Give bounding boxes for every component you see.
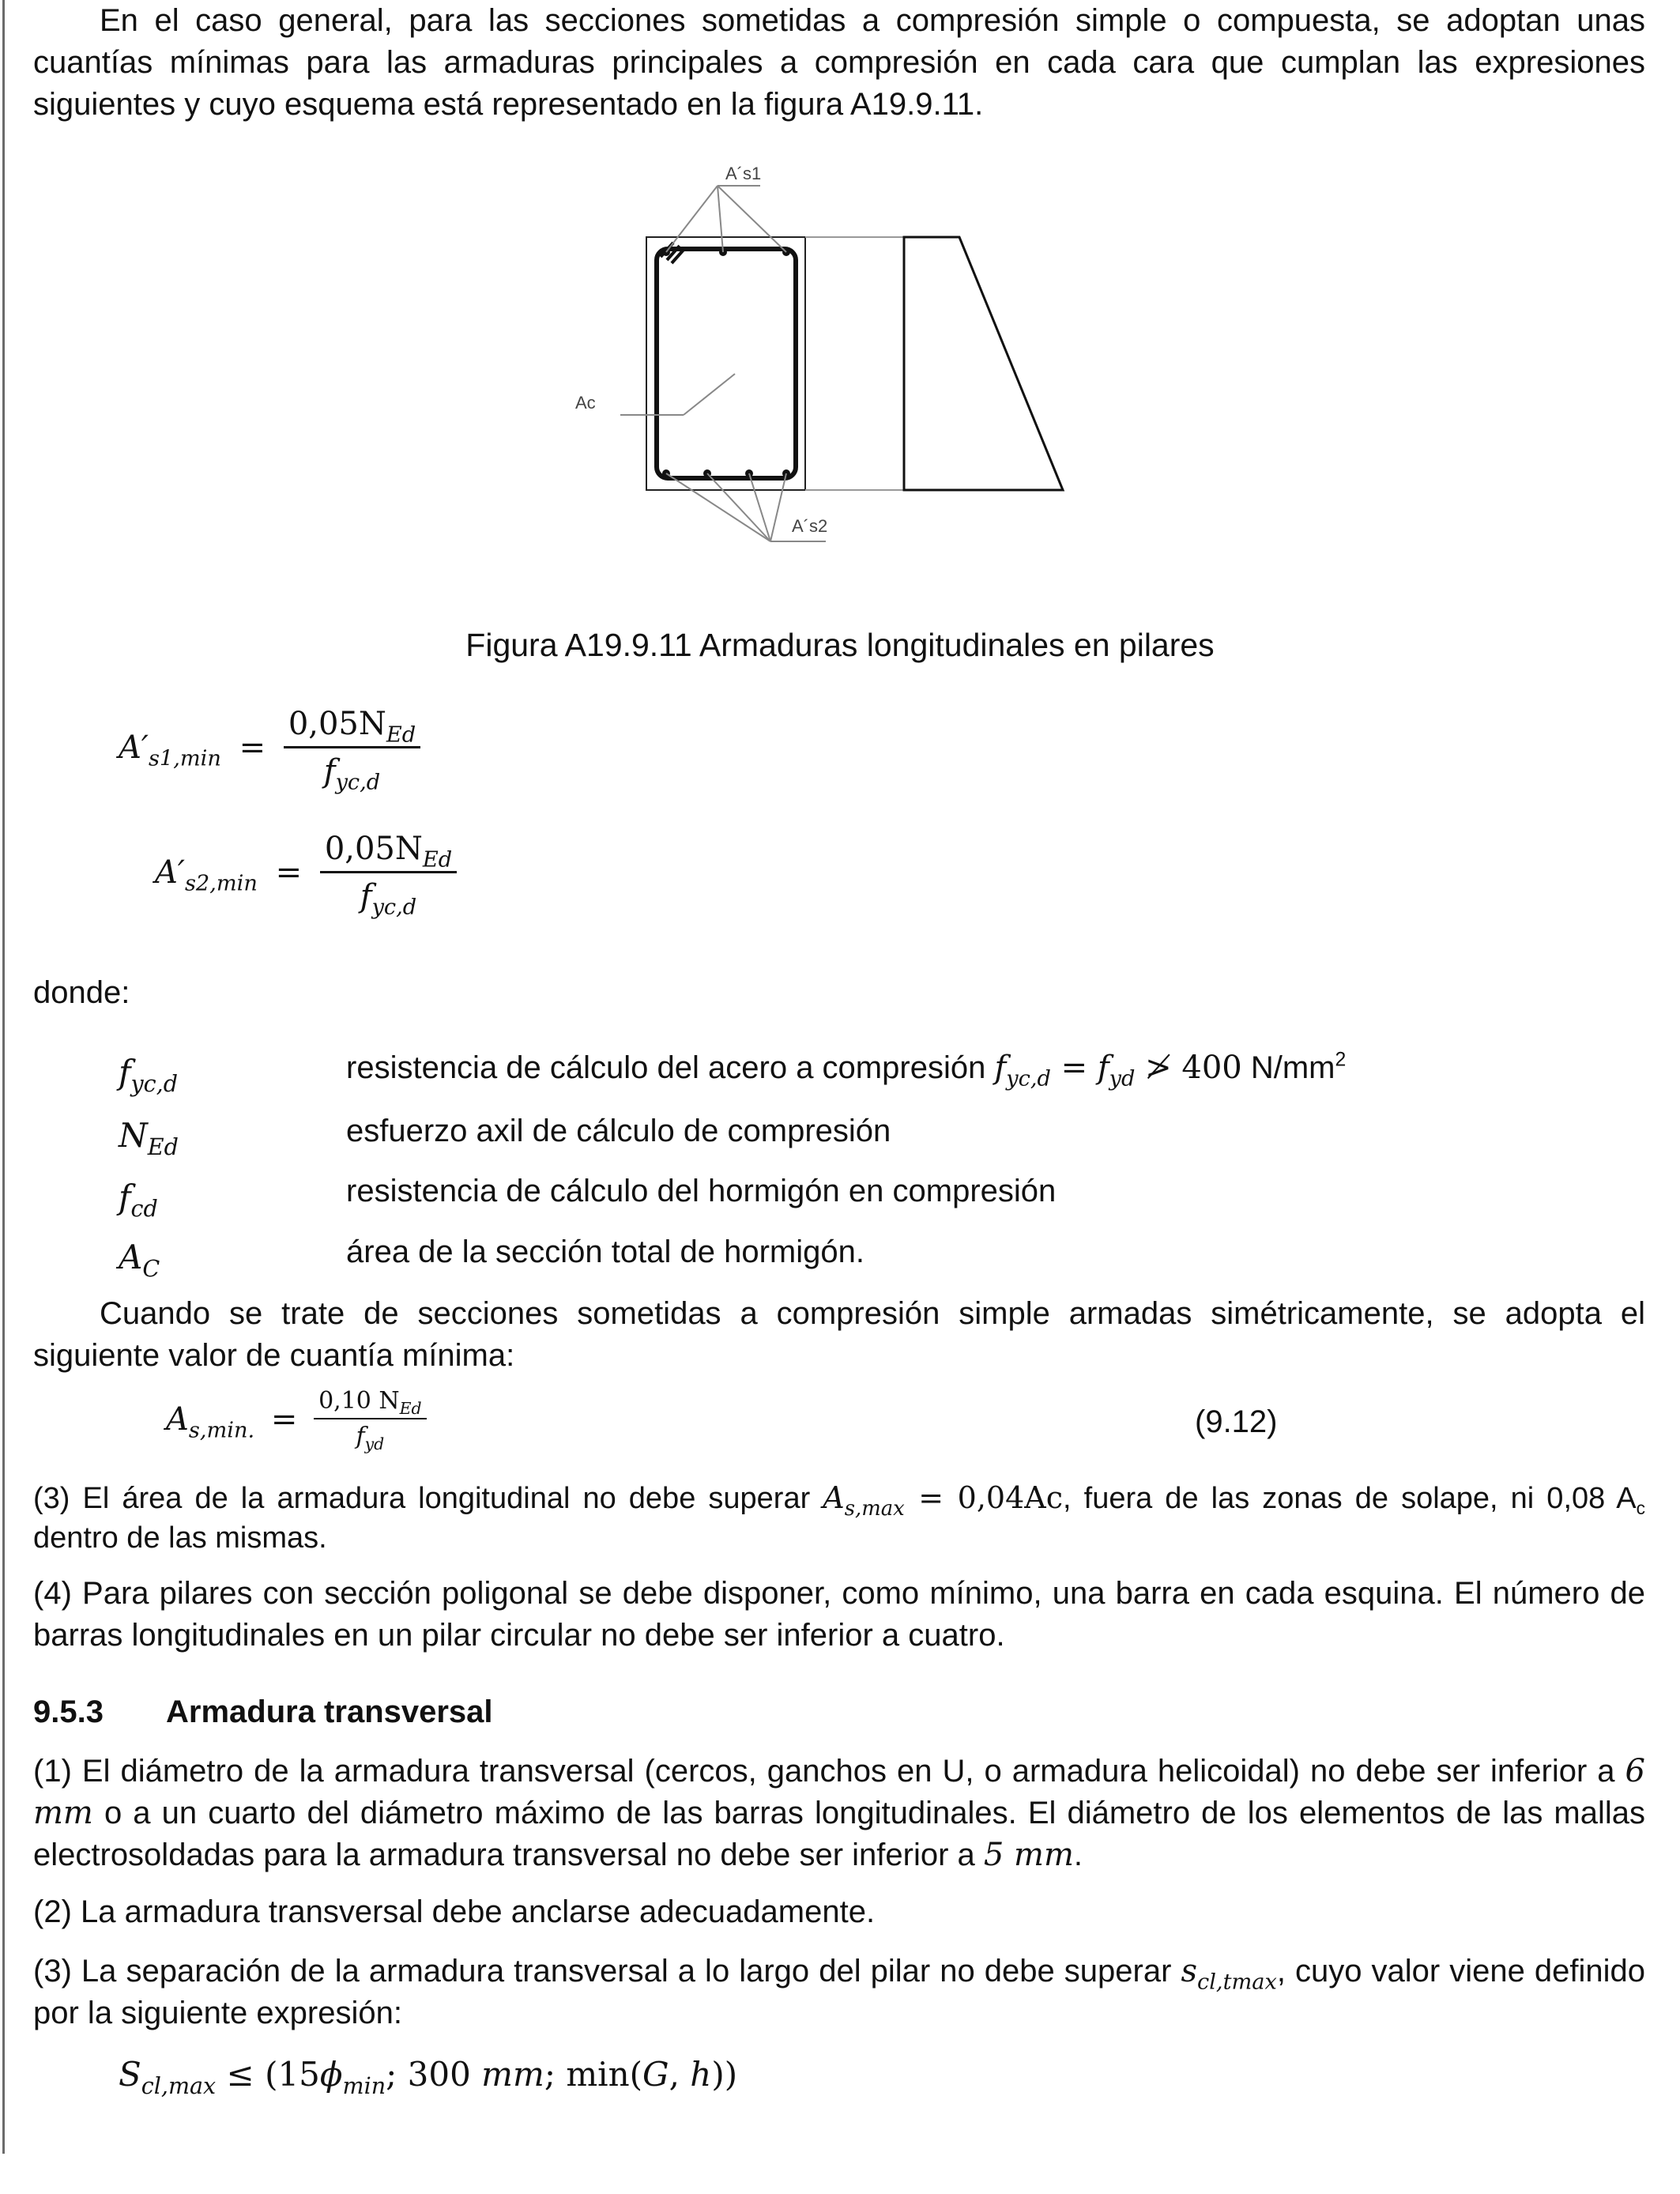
paragraph-s2-anchoring: (2) La armadura transversal debe anclarse adecuadamente. bbox=[33, 1894, 876, 1929]
def-symbol-ac: $A_C$ bbox=[119, 1238, 160, 1282]
label-as2: A´s2 bbox=[792, 516, 828, 536]
concrete-section-outline bbox=[646, 237, 805, 490]
paragraph-3-max-area: (3) El área de la armadura longitudinal no debe superar $A_{s,max} = 0,04Ac$, fuera de las zonas de solape, ni 0,08 $A_c$ dentro de las mismas. bbox=[33, 1480, 1645, 1555]
def-text-ac: área de la sección total de hormigón. bbox=[346, 1235, 864, 1269]
def-text-fycd: resistencia de cálculo del acero a compresión $f_{yc,d} = f_{yd}$ ≯ 400 $N/mm^2$ bbox=[346, 1049, 1347, 1091]
donde-label: donde: bbox=[33, 975, 130, 1010]
equation-number: (9.12) bbox=[1195, 1404, 1278, 1439]
intro-paragraph: En el caso general, para las secciones sometidas a compresión simple o compuesta, se adoptan unas cuantías mínimas para las armaduras principales a compresión en cada cara que cumplan las expresiones siguientes y cuyo esquema está representado en la figura A19.9.11. bbox=[33, 3, 1645, 122]
def-text-fcd: resistencia de cálculo del hormigón en compresión bbox=[346, 1174, 1057, 1208]
stress-diagram bbox=[904, 237, 1063, 490]
equation-as-min: $A_{s,min.}$ = $\frac{0,10 N_{Ed}}{f_{yd}}$ bbox=[166, 1385, 427, 1454]
label-as1: A´s1 bbox=[725, 164, 762, 183]
def-symbol-fycd: $f_{yc,d}$ bbox=[119, 1053, 179, 1097]
figure-caption: Figura A19.9.11 Armaduras longitudinales en pilares bbox=[465, 627, 1215, 663]
label-ac: Ac bbox=[575, 393, 596, 413]
section-heading: 9.5.3 Armadura transversal bbox=[33, 1695, 493, 1729]
def-text-ned: esfuerzo axil de cálculo de compresión bbox=[346, 1114, 891, 1148]
def-symbol-ned: $N_{Ed}$ bbox=[119, 1116, 179, 1160]
equation-as1-min: $A'_{s1,min}$ = $\frac{0,05N_{Ed}}{f_{yc,d}}$ bbox=[119, 702, 420, 794]
stirrup-outline bbox=[657, 249, 796, 478]
symmetric-paragraph: Cuando se trate de secciones sometidas a compresión simple armadas simétricamente, se adopta el siguiente valor de cuantía mínima: bbox=[33, 1296, 1645, 1373]
paragraph-4-corner-bars: (4) Para pilares con sección poligonal se debe disponer, como mínimo, una barra en cada esquina. El número de barras longitudinales en un pilar circular no debe ser inferior a cuatro. bbox=[33, 1576, 1645, 1653]
def-symbol-fcd: $f_{cd}$ bbox=[119, 1178, 158, 1222]
page-left-border bbox=[2, 0, 5, 2154]
paragraph-s3-spacing: (3) La separación de la armadura transversal a lo largo del pilar no debe superar $s_{cl,tmax}$, cuyo valor viene definido por la siguiente expresión: bbox=[33, 1953, 1646, 2030]
reinforcement-diagram bbox=[553, 154, 1106, 557]
equation-as2-min: $A'_{s2,min}$ = $\frac{0,05N_{Ed}}{f_{yc,d}}$ bbox=[155, 827, 457, 919]
paragraph-s1-diameter: (1) El diámetro de la armadura transversal (cercos, ganchos en U, o armadura helicoidal) no debe ser inferior a 6 mm o a un cuarto del diámetro máximo de las barras longitudinales. El diámetro de los elementos de las mallas electrosoldadas para la armadura transversal no debe ser inferior a 5 mm. bbox=[33, 1753, 1645, 1873]
equation-spacing-max: $S_{cl,max} \le (15\phi_{min}$; 300 mm; min(G, h)) bbox=[119, 2055, 738, 2099]
column-section-figure bbox=[553, 154, 1106, 568]
